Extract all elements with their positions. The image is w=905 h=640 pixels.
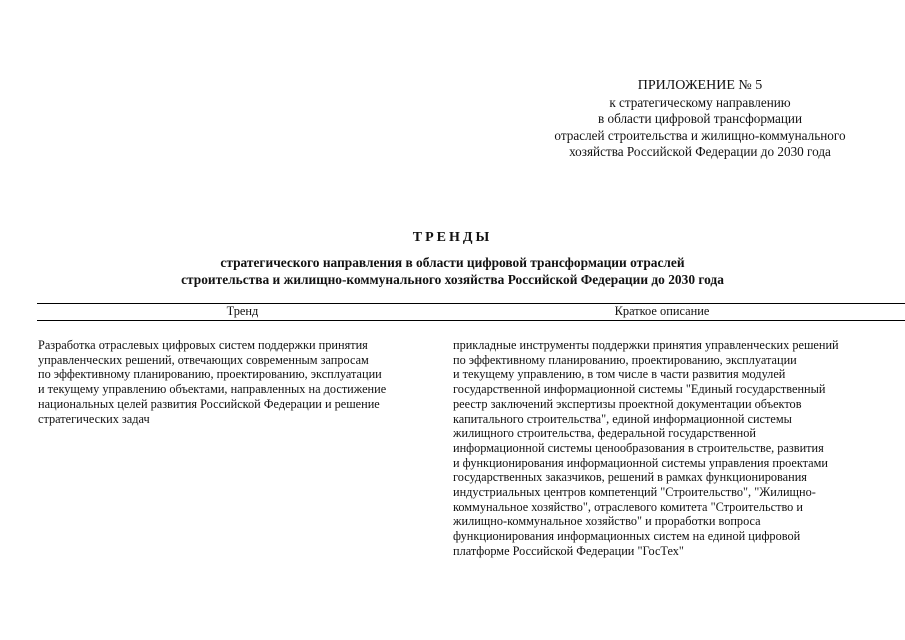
description-cell: [453, 338, 883, 559]
appendix-line: к стратегическому направлению: [609, 94, 791, 110]
description-line: прикладные инструменты поддержки принятия управленческих решений: [453, 338, 839, 352]
description-line: реестр заключений экспертизы проектной документации объектов: [453, 396, 802, 411]
description-line: капитального строительства", единой информационной системы: [453, 411, 792, 426]
column-header-description: Краткое описание: [614, 304, 710, 318]
appendix-number: ПРИЛОЖЕНИЕ № 5: [637, 78, 763, 93]
trend-line: национальных целей развития Российской Федерации и решение: [38, 396, 380, 411]
description-line: информационной системы ценообразования в строительстве, развития: [453, 440, 824, 455]
description-line: платформе Российской Федерации "ГосТех": [453, 543, 684, 558]
description-line: государственных заказчиков, решений в рамках функционирования: [453, 470, 807, 485]
trend-line: по эффективному планированию, проектированию, эксплуатации: [38, 367, 382, 382]
document-subtitle: [0, 254, 905, 288]
description-line: и функционирования информационной системы управления проектами: [453, 455, 829, 470]
description-line: государственной информационной системы "Единый государственный: [453, 382, 826, 397]
description-line: коммунальное хозяйство", отраслевого комитета "Строительство и: [453, 499, 803, 514]
description-line: жилищно-коммунальное хозяйство" и проработки вопроса: [453, 514, 761, 529]
trend-line: Разработка отраслевых цифровых систем поддержки принятия: [38, 338, 368, 352]
subtitle-line: стратегического направления в области цифровой трансформации отраслей: [220, 255, 685, 270]
trend-cell: [38, 338, 438, 426]
column-header-trend: Тренд: [226, 304, 259, 318]
appendix-line: в области цифровой трансформации: [597, 111, 803, 127]
description-line: индустриальных центров компетенций "Строительство", "Жилищно-: [453, 485, 816, 500]
description-line: жилищного строительства, федеральной государственной: [453, 426, 756, 441]
appendix-line: отраслей строительства и жилищно-коммунального: [554, 127, 846, 143]
appendix-line: хозяйства Российской Федерации до 2030 года: [569, 144, 831, 160]
description-line: и текущему управлению, в том числе в части развития модулей: [453, 367, 786, 382]
trend-line: управленческих решений, отвечающих современным запросам: [38, 352, 369, 367]
table-header-rule: [37, 320, 905, 321]
document-title: ТРЕНДЫ: [412, 230, 493, 245]
trend-line: и текущему управлению объектами, направленных на достижение: [38, 382, 387, 397]
appendix-block: [530, 78, 870, 161]
subtitle-line: строительства и жилищно-коммунального хозяйства Российской Федерации до 2030 года: [181, 272, 724, 287]
description-line: по эффективному планированию, проектированию, эксплуатации: [453, 352, 797, 367]
description-line: функционирования информационных систем на единой цифровой: [453, 529, 801, 544]
trend-line: стратегических задач: [38, 411, 150, 426]
